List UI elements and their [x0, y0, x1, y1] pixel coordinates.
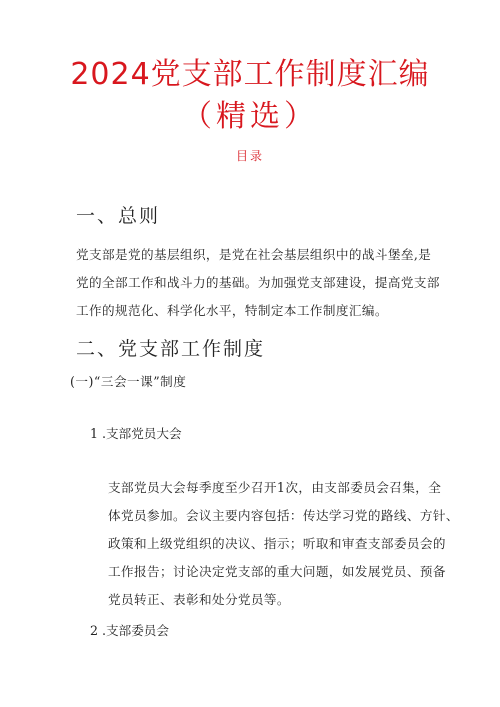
- item-title: .支部党员大会: [102, 426, 182, 441]
- paragraph-line: 党支部是党的基层组织，是党在社会基层组织中的战斗堡垒,是: [76, 247, 432, 262]
- document-title-subtitle: （精选）: [182, 99, 318, 134]
- paragraph-line: 党员转正、表彰和处分党员等。: [108, 592, 290, 607]
- item-heading-general-meeting: [90, 425, 182, 443]
- item-title: .支部委员会: [102, 623, 169, 638]
- section-heading-general: 一、总则: [76, 205, 161, 227]
- subsection-heading-three-meetings: (一)“三会一课”制度: [70, 374, 187, 389]
- general-paragraph: [76, 241, 438, 325]
- section-heading-work-system: 二、党支部工作制度: [76, 338, 266, 360]
- paragraph-line: 政策和上级党组织的决议、指示；听取和审查支部委员会的: [108, 536, 446, 551]
- paragraph-line: 体党员参加。会议主要内容包括：传达学习党的路线、方针、: [108, 508, 459, 523]
- general-meeting-paragraph: [108, 474, 459, 614]
- paragraph-line: 工作的规范化、科学化水平，特制定本工作制度汇编。: [76, 303, 388, 318]
- paragraph-line: 党的全部工作和战斗力的基础。为加强党支部建设，提高党支部: [76, 275, 440, 290]
- item-number: 1: [90, 426, 99, 441]
- table-of-contents-link[interactable]: 目录: [235, 149, 264, 163]
- item-number: 2: [90, 623, 99, 638]
- item-heading-branch-committee: [90, 622, 169, 640]
- paragraph-line: 工作报告；讨论决定党支部的重大问题，如发展党员、预备: [108, 564, 446, 579]
- document-title: 2024党支部工作制度汇编: [70, 57, 430, 92]
- paragraph-line: 支部党员大会每季度至少召开1次，由支部委员会召集，全: [108, 480, 442, 495]
